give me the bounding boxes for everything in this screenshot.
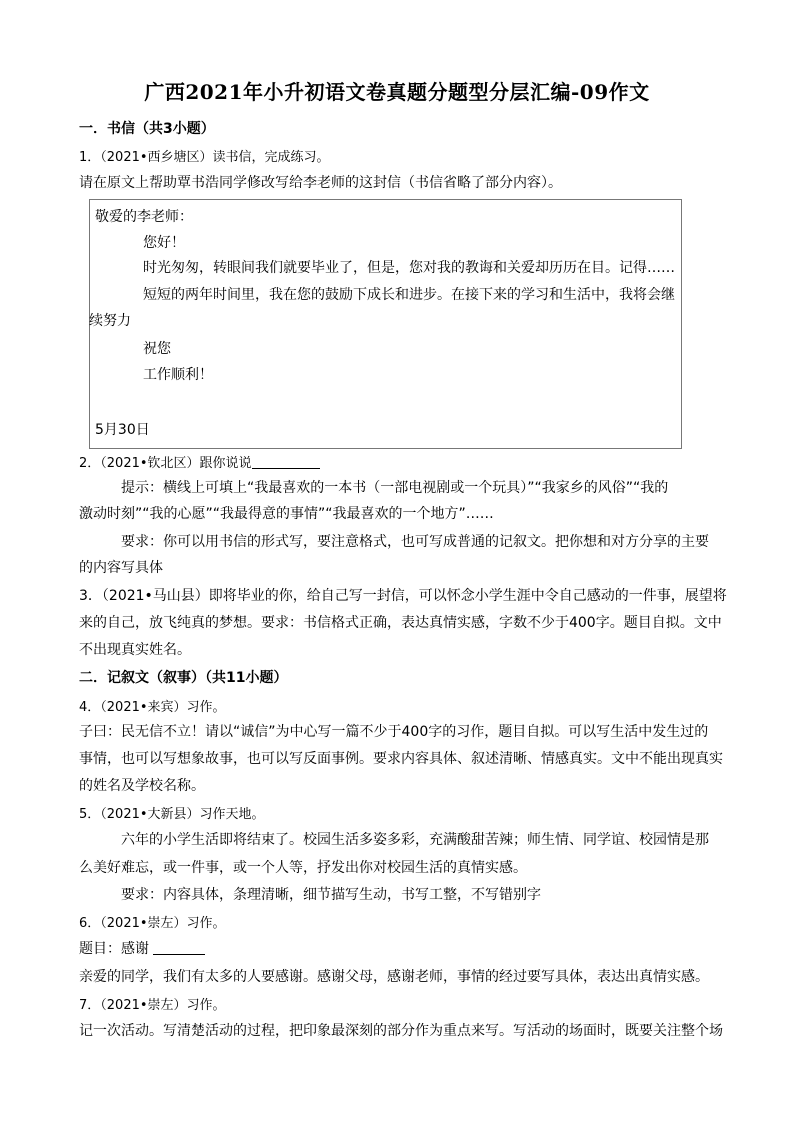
section-heading-letters: 一．书信（共3小题）	[79, 121, 215, 137]
question-4-line-2: 事情，也可以写想象故事，也可以写反面事例。要求内容具体、叙述清晰、情感真实。文中不能出现真实	[79, 751, 723, 767]
question-3-line-1: 3．（2021•马山县）即将毕业的你，给自己写一封信，可以怀念小学生涯中令自己感动的一件事，展望将	[79, 588, 727, 604]
question-7-header: 7．（2021•崇左）习作。	[79, 998, 226, 1013]
question-2-req-1: 要求：你可以用书信的形式写，要注意格式，也可写成普通的记叙文。把你想和对方分享的主要	[121, 534, 709, 550]
question-3-line-2: 来的自己，放飞纯真的梦想。要求：书信格式正确，表达真情实感，字数不少于400字。题目自拟。文中	[79, 615, 722, 631]
question-5-line-3: 要求：内容具体，条理清晰，细节描写生动，书写工整，不写错别字	[121, 887, 541, 903]
letter-greeting: 您好！	[143, 235, 185, 251]
question-6-topic	[79, 938, 205, 958]
question-1-instruction: 请在原文上帮助覃书浩同学修改写给李老师的这封信（书信省略了部分内容）。	[79, 175, 562, 191]
question-2-header	[79, 452, 320, 471]
question-3-line-3: 不出现真实姓名。	[79, 642, 191, 658]
answer-blank	[252, 454, 320, 469]
question-4-header: 4．（2021•来宾）习作。	[79, 700, 226, 715]
question-6-header: 6．（2021•崇左）习作。	[79, 916, 226, 931]
question-5-line-1: 六年的小学生活即将结束了。校园生活多姿多彩，充满酸甜苦辣；师生情、同学谊、校园情是那	[121, 832, 709, 848]
question-7-line-1: 记一次活动。写清楚活动的过程，把印象最深刻的部分作为重点来写。写活动的场面时，既要关注整个场	[79, 1023, 723, 1039]
section-heading-narrative: 二．记叙文（叙事）（共11小题）	[79, 670, 288, 686]
letter-wish-line-1: 祝您	[143, 341, 171, 357]
letter-paragraph-2: 短短的两年时间里，我在您的鼓励下成长和进步。在接下来的学习和生活中，我将会继	[143, 287, 675, 303]
page-title: 广西2021年小升初语文卷真题分题型分层汇编-09作文	[144, 80, 650, 104]
letter-wish-line-2: 工作顺利！	[143, 367, 213, 383]
question-5-line-2: 么美好难忘，或一件事，或一个人等，抒发出你对校园生活的真情实感。	[79, 860, 527, 876]
question-6-line-1: 亲爱的同学，我们有太多的人要感谢。感谢父母，感谢老师，事情的经过要写具体，表达出真情实感。	[79, 969, 709, 985]
question-2-header-text: 2．（2021•钦北区）跟你说说	[79, 456, 252, 471]
answer-blank	[153, 940, 205, 955]
question-2-hint-2: 激动时刻”“我的心愿”“我最得意的事情”“我最喜欢的一个地方”……	[79, 506, 494, 522]
question-6-topic-text: 题目：感谢	[79, 941, 149, 957]
letter-box	[89, 199, 682, 449]
question-2-hint-1: 提示：横线上可填上“我最喜欢的一本书（一部电视剧或一个玩具）”“我家乡的风俗”“我的	[121, 480, 669, 496]
question-5-header: 5．（2021•大新县）习作天地。	[79, 807, 265, 822]
question-1-header: 1．（2021•西乡塘区）读书信，完成练习。	[79, 150, 330, 165]
letter-paragraph-2-cont: 续努力	[89, 313, 131, 329]
letter-paragraph-1: 时光匆匆，转眼间我们就要毕业了，但是，您对我的教诲和关爱却历历在目。记得……	[143, 260, 675, 276]
letter-date: 5月30日	[95, 422, 150, 438]
question-4-line-1: 子曰：民无信不立！请以“诚信”为中心写一篇不少于400字的习作，题目自拟。可以写生活中发生过的	[79, 724, 709, 740]
letter-salutation: 敬爱的李老师：	[95, 209, 193, 225]
question-4-line-3: 的姓名及学校名称。	[79, 778, 205, 794]
question-2-req-2: 的内容写具体	[79, 560, 163, 576]
